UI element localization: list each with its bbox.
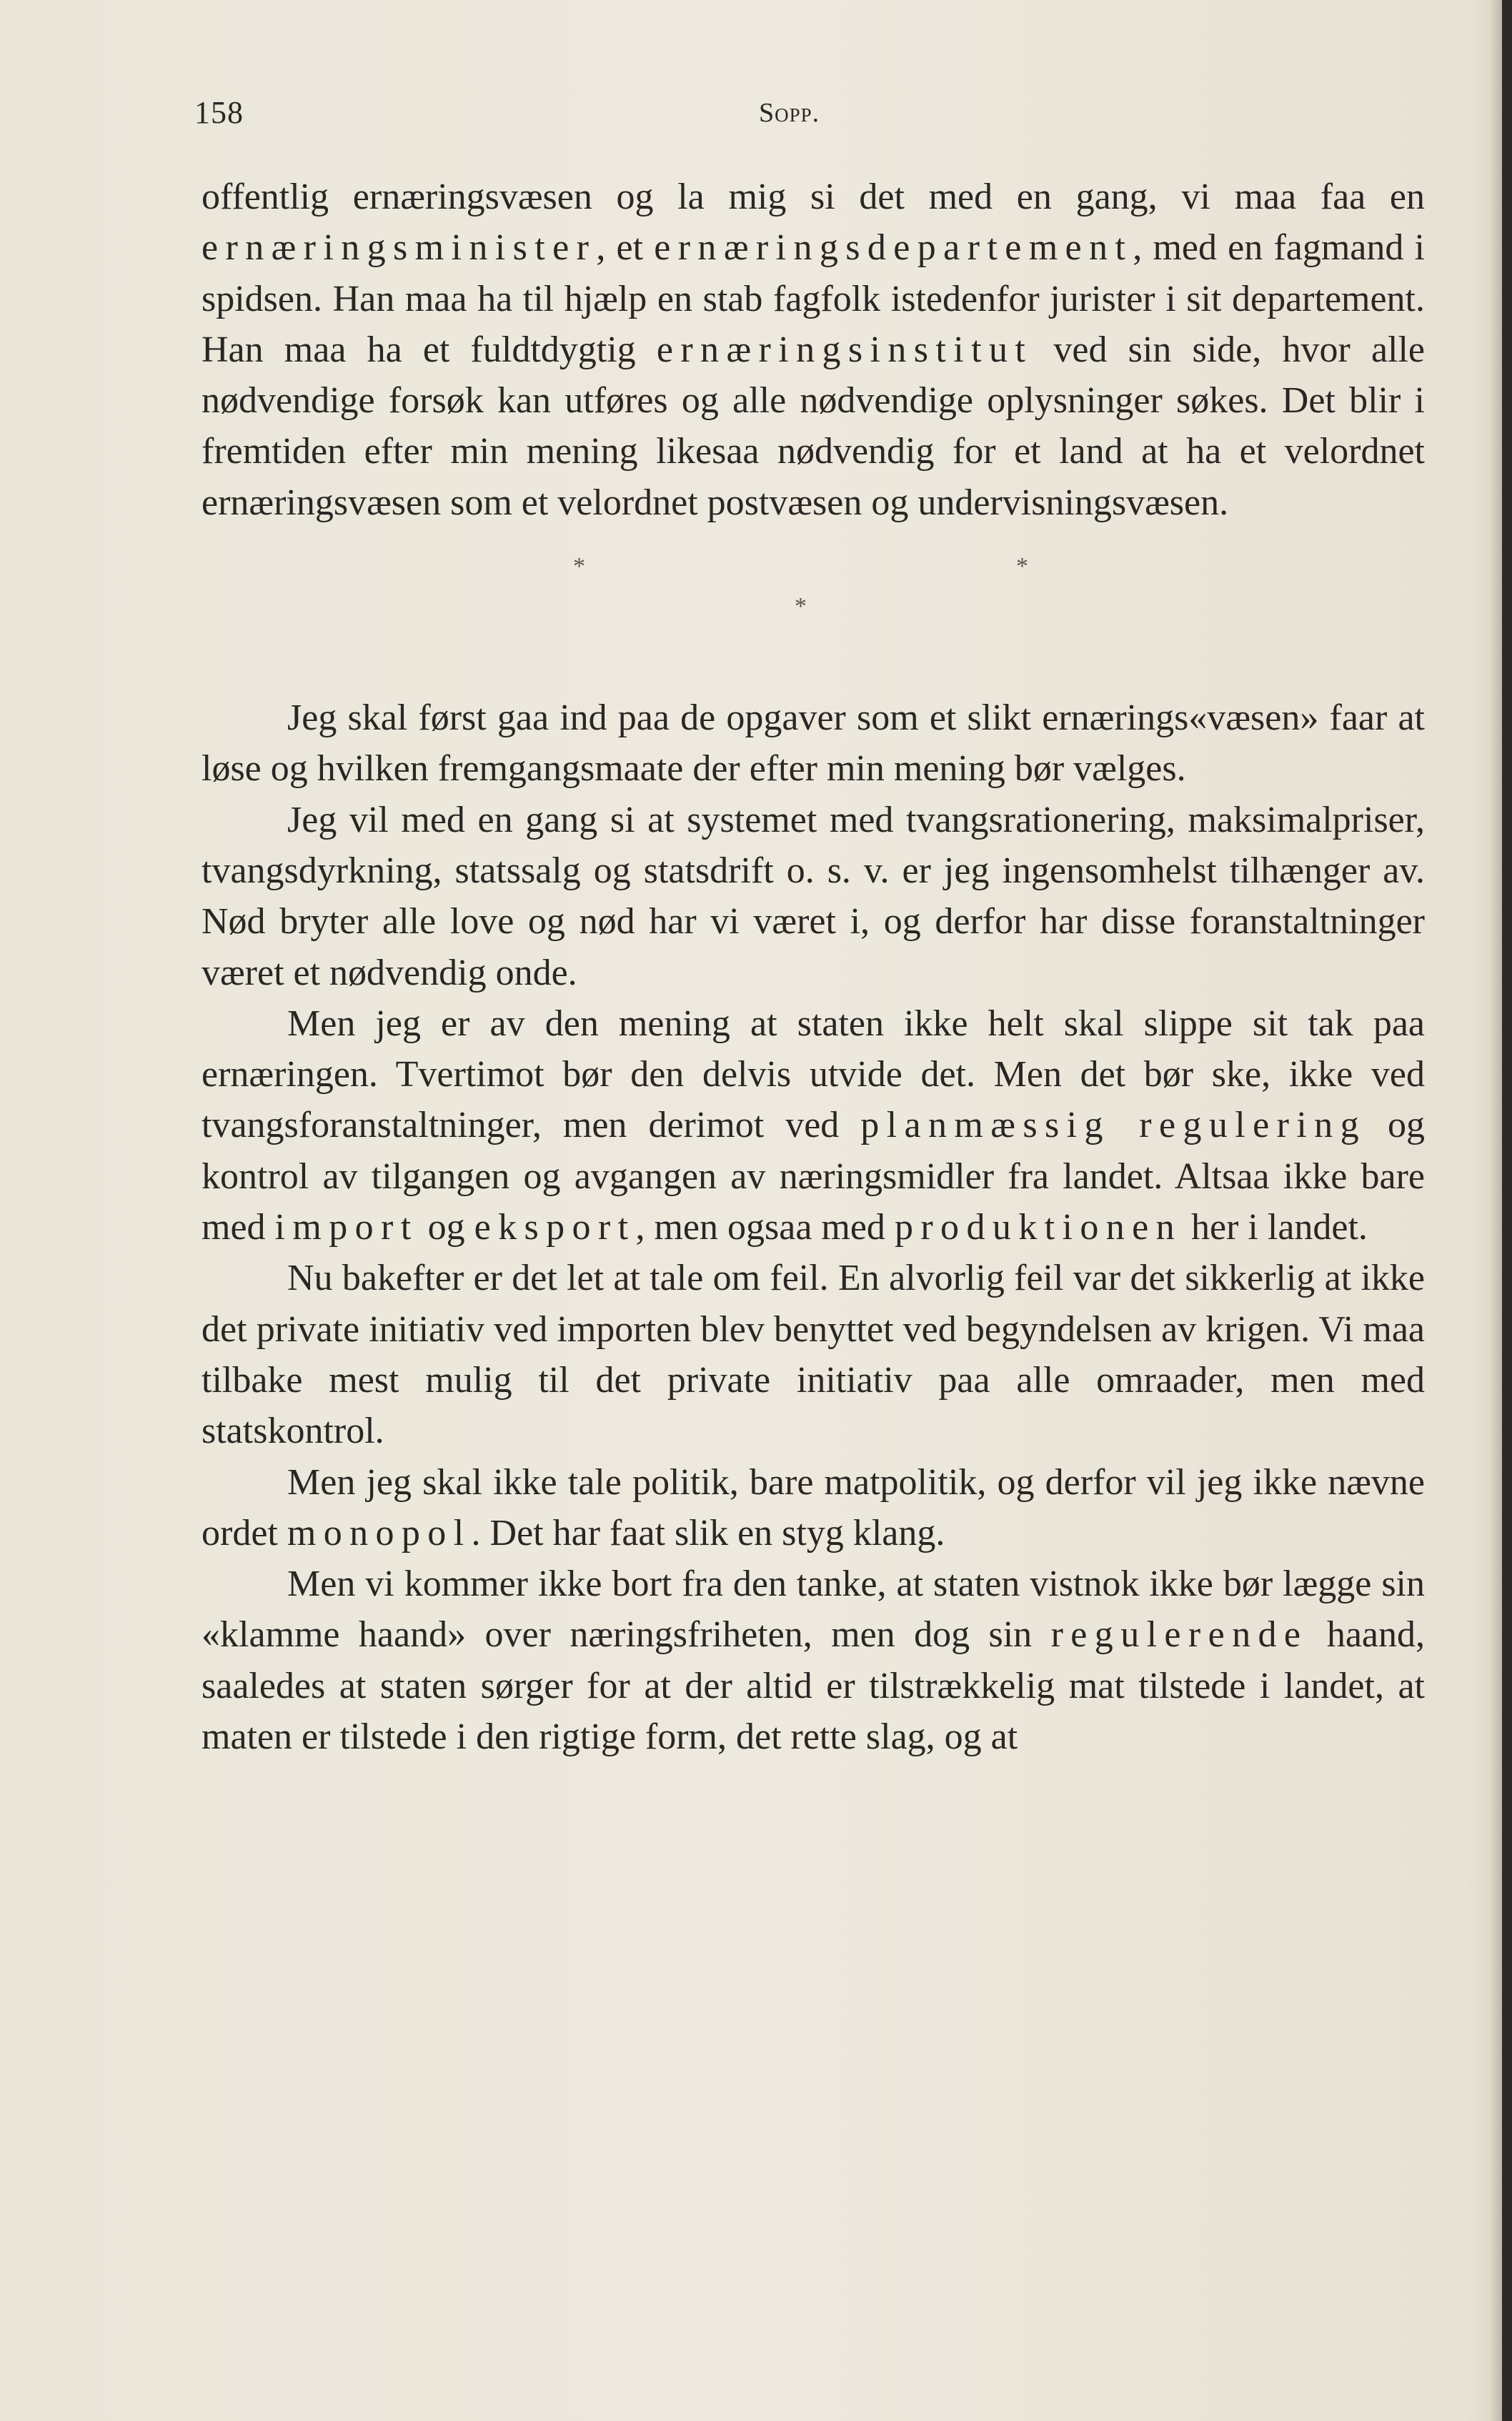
spaced-emphasis: regulerende	[1050, 1614, 1308, 1656]
text-run: ved sin side, hvor alle nødvendige forsøk kan utføres og alle nødvendige oplysninger søkes. Det blir i fremtiden efter min mening likesaa nødvendig for et land at ha et velordnet ernæringsvæsen som et velordnet postvæsen og undervisningsvæsen.	[202, 329, 1425, 523]
text-run: , et	[596, 227, 655, 269]
spaced-emphasis: eksport	[474, 1207, 636, 1248]
asterism-mark: *	[795, 593, 807, 620]
text-run: og kontrol av tilgangen og avgangen av næringsmidler fra landet. Altsaa ikke bare med	[202, 1105, 1425, 1248]
text-run: Men jeg skal ikke tale politik, bare matpolitik, og derfor vil jeg ikke nævne ordet	[202, 1461, 1425, 1553]
running-title: Sopp.	[759, 98, 820, 128]
page-edge-shadow	[1489, 0, 1502, 2421]
body-text	[202, 171, 1425, 1762]
spaced-emphasis: ernæringsminister	[202, 227, 597, 269]
text-run: og	[418, 1207, 474, 1248]
text-run: Men vi kommer ikke bort fra den tanke, at staten vistnok ikke bør lægge sin «klamme haand» over næringsfriheten, men dog sin	[202, 1564, 1425, 1656]
text-run: haand, saaledes at staten sørger for at der altid er tilstrækkelig mat tilstede i landet, at maten er tilstede i den rigtige form, det rette slag, og at	[202, 1614, 1425, 1758]
text-run: Jeg vil med en gang si at systemet med tvangsrationering, maksimalpriser, tvangsdyrkning, statssalg og statsdrift o. s. v. er jeg ingensomhelst tilhænger av. Nød bryter alle love og nød har vi været i, og derfor har disse foranstaltninger været et nødvendig onde.	[202, 799, 1425, 993]
paragraph	[202, 692, 1425, 795]
spaced-emphasis: monopol	[287, 1512, 472, 1553]
paragraph	[202, 171, 1425, 528]
text-run: . Det har faat slik en styg klang.	[471, 1512, 945, 1553]
text-run: , men ogsaa med	[635, 1207, 895, 1248]
spaced-emphasis: produktionen	[894, 1207, 1183, 1248]
paragraph	[202, 1457, 1425, 1559]
spaced-emphasis: planmæssig regulering	[860, 1105, 1366, 1146]
text-run: Men jeg er av den mening at staten ikke helt skal slippe sit tak paa ernæringen. Tvertimot bør den delvis utvide det. Men det bør ske, ikke ved tvangsforanstaltninger, men derimot ved	[202, 1003, 1425, 1146]
spaced-emphasis: import	[274, 1207, 419, 1248]
spaced-emphasis: ernæringsdepartement	[654, 227, 1133, 269]
section-separator	[202, 528, 1425, 692]
page-header	[194, 94, 1429, 137]
paragraph	[202, 795, 1425, 998]
asterism-mark: *	[573, 553, 585, 580]
scan-edge	[1502, 0, 1512, 2421]
text-run: her i landet.	[1182, 1207, 1368, 1248]
text-run: Jeg skal først gaa ind paa de opgaver som et slikt ernærings«væsen» faar at løse og hvilken fremgangsmaate der efter min mening bør vælges.	[202, 697, 1425, 790]
asterism-mark: *	[1016, 553, 1028, 580]
paragraph	[202, 1559, 1425, 1762]
text-run: Nu bakefter er det let at tale om feil. En alvorlig feil var det sikkerlig at ikke det private initiativ ved importen blev benyttet ved begyndelsen av krigen. Vi maa tilbake mest mulig til det private initiativ paa alle omraader, men med statskontrol.	[202, 1258, 1425, 1452]
text-run: , med en fagmand i spidsen. Han maa ha til hjælp en stab fagfolk istedenfor jurister i sit departement. Han maa ha et fuldtdygtig	[202, 227, 1425, 370]
paragraph	[202, 1253, 1425, 1456]
text-run: offentlig ernæringsvæsen og la mig si det med en gang, vi maa faa en	[202, 177, 1425, 217]
paragraph	[202, 998, 1425, 1253]
page-number: 158	[194, 95, 244, 130]
spaced-emphasis: ernæringsinstitut	[656, 329, 1033, 370]
